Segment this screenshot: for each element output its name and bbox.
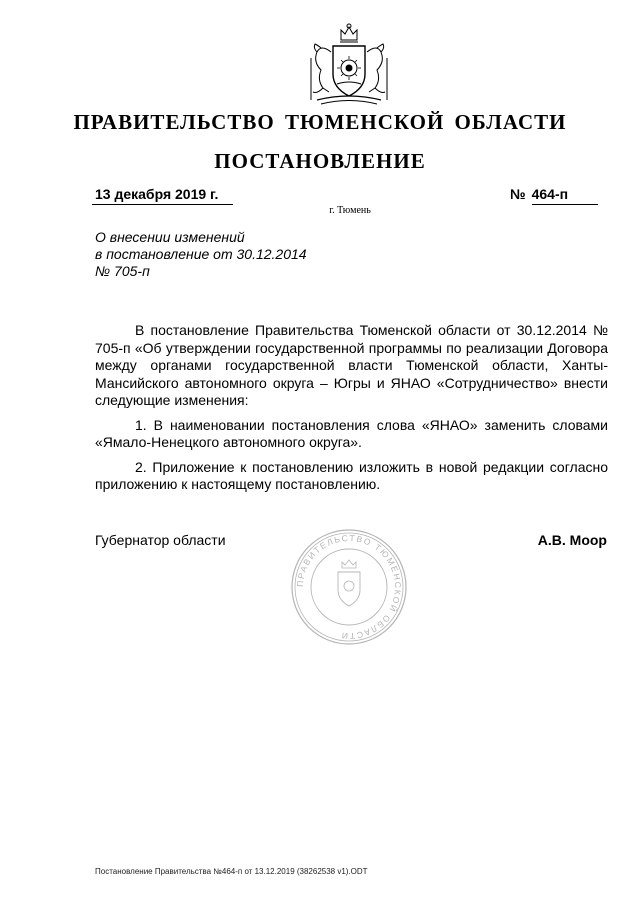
document-type: ПОСТАНОВЛЕНИЕ (214, 149, 426, 173)
seal-ring-text: ПРАВИТЕЛЬСТВО ТЮМЕНСКОЙ ОБЛАСТИ (294, 532, 404, 642)
number-sign: № (510, 186, 526, 202)
subject-line: № 705-п (95, 263, 150, 279)
document-city: г. Тюмень (329, 205, 371, 216)
page-footer: Постановление Правительства №464-п от 13.12.2019 (38262538 v1).ODT (95, 867, 368, 876)
body-paragraph: 1. В наименовании постановления слова «ЯНАО» заменить словами «Ямало-Ненецкого автономного округа». (95, 416, 608, 450)
subject-line: в постановление от 30.12.2014 (95, 246, 307, 262)
document-subject (95, 229, 307, 280)
document-number (510, 186, 605, 204)
document-body (95, 322, 608, 494)
subject-line: О внесении изменений (95, 229, 245, 245)
coat-of-arms-icon (303, 22, 395, 106)
body-paragraph: В постановление Правительства Тюменской области от 30.12.2014 № 705-п «Об утверждении государственной программы по реализации Договора между органами государственной власти Тюменской области, Ханты-Мансийского автономного округа – Югры и ЯНАО «Сотрудничество» внести следующие изменения: (95, 322, 608, 408)
organization-title: ПРАВИТЕЛЬСТВО ТЮМЕНСКОЙ ОБЛАСТИ (73, 110, 567, 134)
signer-position: Губернатор области (95, 532, 226, 548)
body-paragraph: 2. Приложение к постановлению изложить в новой редакции согласно приложению к настоящему постановлению. (95, 458, 608, 492)
signer-name: А.В. Моор (537, 532, 607, 548)
document-date: 13 декабря 2019 г. (92, 186, 233, 205)
number-value: 464-п (532, 186, 598, 205)
official-seal-icon (290, 528, 408, 646)
